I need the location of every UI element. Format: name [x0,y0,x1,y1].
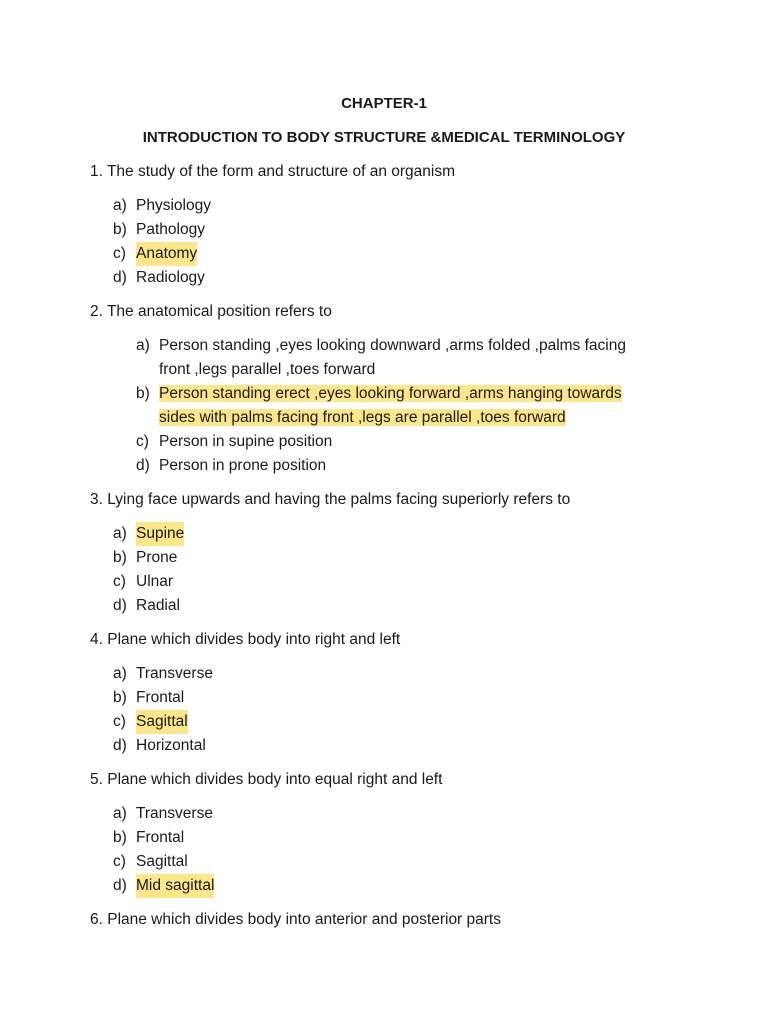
option-text-highlighted: sides with palms facing front ,legs are parallel ,toes forward [159,409,566,426]
option-text-highlighted: Sagittal [136,710,188,734]
option-text: Frontal [136,689,185,706]
option-letter: d) [113,597,127,614]
option-text: Pathology [136,221,205,238]
option-text: Transverse [136,805,213,822]
option-letter: c) [113,713,126,730]
option-text-highlighted: Mid sagittal [136,874,214,898]
option-letter: b) [113,829,127,846]
option-letter: b) [113,221,127,238]
option-letter: a) [113,525,127,542]
option-text [159,334,649,382]
question-2-options [136,334,656,478]
option-letter: a) [113,197,127,214]
option-text: Frontal [136,829,185,846]
option-letter: c) [113,245,126,262]
option-text: Sagittal [136,853,188,870]
option-text: Ulnar [136,573,174,590]
option-letter: a) [113,665,127,682]
option-text: Prone [136,549,178,566]
option-text: Physiology [136,197,211,214]
option-text [159,382,649,430]
option-letter: c) [113,853,126,870]
option-text: Transverse [136,665,213,682]
option-text: Person in prone position [159,457,327,474]
option-letter: d) [113,269,127,286]
question-2: 2. The anatomical position refers to [90,303,332,320]
option-letter: c) [113,573,126,590]
option-text: Person in supine position [159,433,333,450]
option-letter: c) [136,433,149,450]
question-5: 5. Plane which divides body into equal right and left [90,771,443,788]
option-text-highlighted: Supine [136,522,184,546]
question-3: 3. Lying face upwards and having the palms facing superiorly refers to [90,491,571,508]
option-letter: a) [136,337,150,354]
option-letter: d) [113,877,127,894]
option-text-highlighted: Anatomy [136,242,197,266]
option-text-line: front ,legs parallel ,toes forward [159,361,376,378]
question-6: 6. Plane which divides body into anterior and posterior parts [90,911,501,928]
option-letter: a) [113,805,127,822]
question-4: 4. Plane which divides body into right and left [90,631,401,648]
option [136,430,656,454]
option [136,454,656,478]
option-letter: d) [113,737,127,754]
option-letter: b) [113,689,127,706]
option [136,382,656,430]
option-text: Radiology [136,269,205,286]
option-letter: b) [113,549,127,566]
option-letter: b) [136,385,150,402]
option-text: Horizontal [136,737,206,754]
option-letter: d) [136,457,150,474]
option [136,334,656,382]
chapter-title: CHAPTER-1 [341,95,427,112]
option-text: Radial [136,597,180,614]
question-1: 1. The study of the form and structure of an organism [90,163,456,180]
option-text-line: Person standing ,eyes looking downward ,arms folded ,palms facing [159,337,626,354]
option-text-highlighted: Person standing erect ,eyes looking forward ,arms hanging towards [159,385,622,402]
page-subtitle: INTRODUCTION TO BODY STRUCTURE &MEDICAL TERMINOLOGY [142,129,626,146]
